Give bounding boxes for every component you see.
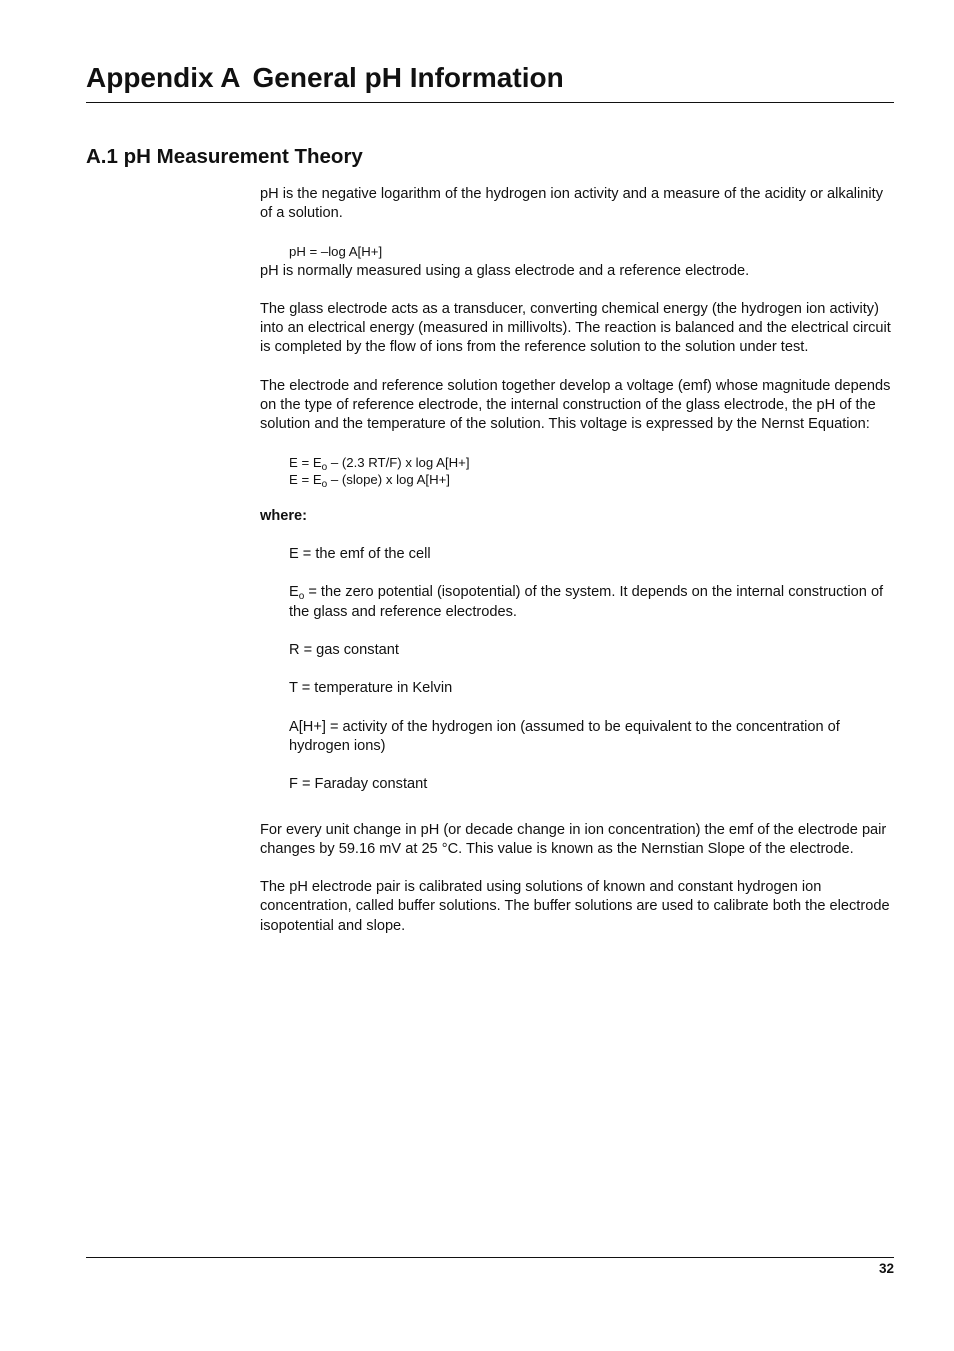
where-label: where:	[260, 507, 308, 524]
definition-e: E = the emf of the cell	[289, 545, 431, 562]
definitions-list	[260, 545, 896, 795]
title-divider	[86, 102, 894, 103]
footer-divider	[86, 1257, 894, 1258]
definition-f: F = Faraday constant	[289, 776, 428, 793]
section-body	[260, 185, 896, 955]
paragraph-calibration: The pH electrode pair is calibrated using solutions of known and constant hydrogen ion concentration, called buffer solutions. The buffer solutions are used to calibrate both the electrode isopotential and slope.	[260, 879, 890, 934]
nernst-equations	[260, 454, 896, 488]
paragraph-nernst-intro: The electrode and reference solution together develop a voltage (emf) whose magnitude depends on the type of reference electrode, the internal construction of the glass electrode, the pH of the solution and the temperature of the solution. This voltage is expressed by the Nernst Equation:	[260, 377, 891, 433]
definition-e0: $E_o$ = the zero potential (isopotential) of the system. It depends on the internal construction of the glass and reference electrodes.	[289, 584, 884, 620]
equation-nernst-slope: $E = E_o$ – (slope) x log A[H+]	[289, 471, 450, 490]
definition-a: A[H+] = activity of the hydrogen ion (assumed to be equivalent to the concentration of hydrogen ions)	[289, 718, 840, 754]
paragraph-nernstian-slope: For every unit change in pH (or decade change in ion concentration) the emf of the electrode pair changes by 59.16 mV at 25 °C. This value is known as the Nernstian Slope of the electrode.	[260, 821, 887, 857]
section-heading: A.1 pH Measurement Theory	[86, 145, 363, 168]
paragraph-measurement: pH is normally measured using a glass electrode and a reference electrode.	[260, 262, 750, 279]
paragraph-ph-definition: pH is the negative logarithm of the hydrogen ion activity and a measure of the acidity or alkalinity of a solution.	[260, 186, 884, 222]
definition-t: T = temperature in Kelvin	[289, 680, 453, 697]
definition-r: R = gas constant	[289, 641, 399, 658]
equation-ph: pH = –log A[H+]	[289, 243, 383, 259]
appendix-title: General pH Information	[252, 62, 564, 93]
page-title	[86, 58, 894, 98]
equation-nernst-full: $E = E_o - (2.3$ RT/F) x log A[H+]	[289, 454, 470, 473]
paragraph-glass-electrode: The glass electrode acts as a transducer, converting chemical energy (the hydrogen ion activity) into an electrical energy (measured in millivolts). The reaction is balanced and the electrical circuit is completed by the flow of ions from the reference solution to the solution under test.	[260, 300, 891, 356]
page-number: 32	[878, 1261, 894, 1276]
appendix-label: Appendix A	[86, 62, 241, 93]
